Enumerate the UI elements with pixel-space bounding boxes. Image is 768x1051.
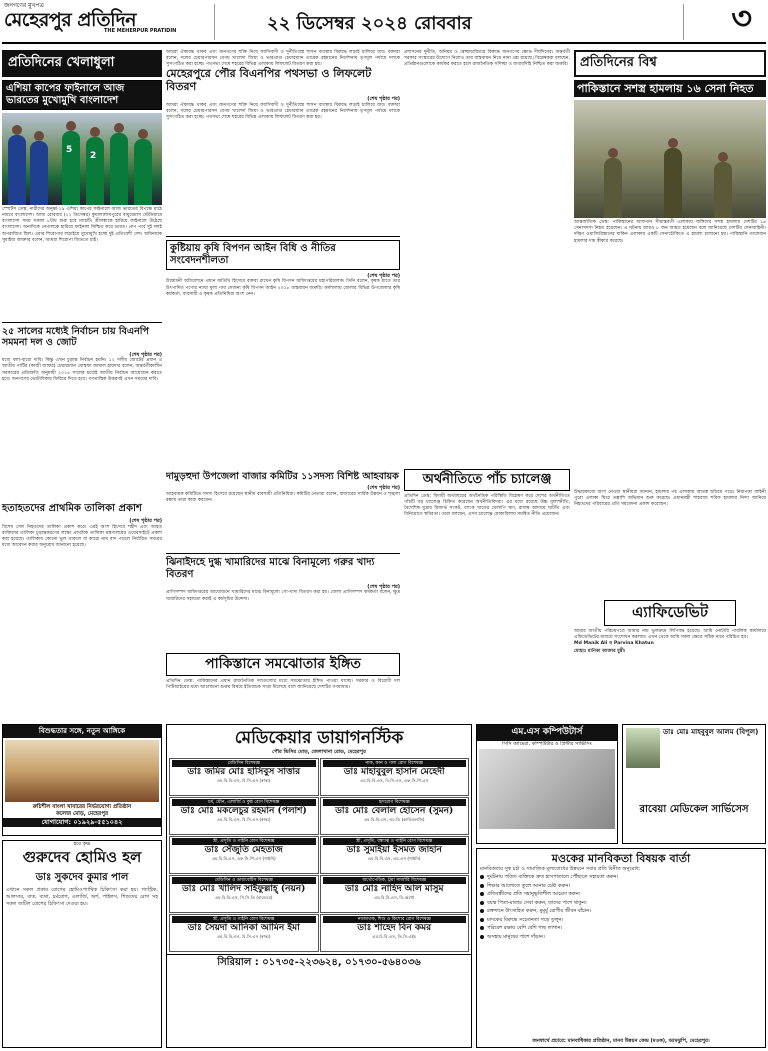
newspaper-english-name: THE MEHERPUR PRATIDIN <box>104 27 177 34</box>
medical-doctor-name: ডাঃ মোঃ মাহবুবুল আলম (বিপুল) <box>663 728 759 736</box>
agri-marketing-body: উদ্বোধনী অধিবেশনে প্রধান অতিথি হিসেবে বক্তব্য রাখেন কৃষি বিপণন অধিদপ্তরের মহাপরিচালক। তিনি বলেন, কৃষক যাতে তার উৎপাদিত পণ্যের ন্যায্য মূল্য পায় সেজন্য কৃষি বিপণন আইন ২০১৮ বাস্তবায়ন জরুরি। কর্মশালায় জেলার বিভিন্ন উপজেলার কৃষি কর্মকর্তা, ব্যবসায়ী ও কৃষক প্রতিনিধিরা অংশ নেন। <box>166 279 400 297</box>
newspaper-name: মেহেরপুর প্রতিদিন <box>4 8 136 31</box>
affidavit-signature: মোছাঃ মানিকা আক্তার মুন্নী। <box>574 649 626 655</box>
bullet-icon <box>480 926 484 930</box>
doctor-name: ডাঃ সেঁজুতি মেহতাজ <box>204 845 283 856</box>
player-figure <box>134 139 152 205</box>
cricket-team-photo <box>2 113 162 205</box>
doctor-degree: এম.বি.বি.এস, বি.সি.এস (স্বাস্থ্য) <box>216 934 271 940</box>
dairy-feed-headline[interactable]: ঝিনাইদহে দুগ্ধ খামারিদের মাঝে বিনামূল্যে গরুর খাদ্য বিতরণ <box>166 556 375 580</box>
doctor-name: ডাঃ সুমাইয়া ইসমত জাহান <box>346 845 442 856</box>
homeo-ad[interactable] <box>2 840 162 1048</box>
humanity-footer: জনস্বার্থে প্রচারে: মানবাধিকার প্রতিষ্ঠান, মানব উন্নয়ন কেন্দ্র (মওক), আমঝুপি, মেহেরপুর। <box>532 1037 710 1044</box>
col2-lead-text: আমরা ঐক্যবদ্ধ থাকব এবং জনগণের শক্তি নিয়ে ফ্যাসিবাদী ও দুর্নীতিগ্রস্ত শাসন ব্যবস্থার বিরুদ্ধে লড়াই চালিয়ে যাব। বক্তারা বলেন, দলের চেয়ারপারসন বেগম খালেদা জিয়া ও ভারপ্রাপ্ত চেয়ারম্যান তারেক রহমানের নির্দেশনায় তৃণমূল পর্যায়ে দলকে সুসংগঠিত করা হচ্ছে। পথসভা শেষে শহরের বিভিন্ন এলাকায় লিফলেট বিতরণ করা হয়। <box>166 50 400 68</box>
doctor-card[interactable] <box>169 797 319 835</box>
pakistan-compromise-headline[interactable]: পাকিস্তানে সমঝোতার ইঙ্গিত <box>166 653 400 676</box>
doctor-name: ডাঃ মাহাবুবুল হাসান মেহেদী <box>343 767 445 778</box>
list-item-text: দুর্ঘটনায় পতিত ব্যক্তিকে দ্রুত হাসপাতালে পৌঁছাতে সহায়তা করুন। <box>487 874 619 881</box>
list-item-text: পরিবেশ রক্ষায় বেশি বেশি গাছ লাগান। <box>487 925 563 932</box>
sports-column <box>2 50 162 540</box>
computers-photo <box>479 749 615 829</box>
pakistan-attack-headline[interactable]: পাকিস্তানে সশস্ত্র হামলায় ১৬ সেনা নিহত <box>574 80 766 97</box>
doctor-degree: এম.বি.বি.এস, সি.সি.ডি (বারডেম) <box>214 895 273 901</box>
diagnostic-address: পৌর ভিসির মোড়, জেলাখানা রোড, মেহেরপুর <box>272 749 366 756</box>
doctor-specialty: হৃদরোগ বিশেষজ্ঞ <box>323 799 467 807</box>
list-item-text: রক্তদানে উৎসাহিত করুন, মুমূর্ষু রোগীর জীবন বাঁচান। <box>487 908 592 915</box>
casualty-list-body: বিশেষ সেল নিহতদের তালিকা প্রকাশ করে। এরই অংশ হিসেবে শহীদ এবং আহত ব্যক্তিদের তালিকা চূড়ান্তকরণের লক্ষ্যে প্রাথমিক তালিকা মন্ত্রণালয়ের ওয়েবসাইটে প্রকাশ করা হয়েছে। তালিকায় কোনো ভুল থাকলে বা কারো নাম বাদ পড়লে নির্ধারিত সময়ের মধ্যে আবেদন করার অনুরোধ জানানো হয়েছে। <box>2 524 162 549</box>
doctor-degree: এম.বি.বি.এস, বি.সি.এস, এফ.সি.পি.এস <box>360 778 429 784</box>
bullet-icon <box>480 909 484 913</box>
bullet-icon <box>480 901 484 905</box>
list-item-text: প্রতিবন্ধীদের প্রতি সহানুভূতিশীল আচরণ করুন। <box>487 891 581 898</box>
bnp-rally-headline[interactable]: মেহেরপুরে পৌর বিএনপির পথসভা ও লিফলেট বিতরণ <box>166 67 372 94</box>
doctor-name: ডাঃ মোঃ মকলেচুর রহমান (পলাশ) <box>180 806 307 817</box>
world-column <box>574 50 766 480</box>
doctor-card[interactable] <box>320 875 470 913</box>
doctor-specialty: স্ত্রী, প্রসূতি ও গাইনি রোগ বিশেষজ্ঞ <box>172 838 316 846</box>
doctor-specialty: মেডিসিন বিশেষজ্ঞ <box>172 760 316 768</box>
doctor-card[interactable] <box>320 914 470 952</box>
world-section-title: প্রতিদিনের বিশ্ব <box>574 50 766 77</box>
pakistan-soldiers-photo <box>574 100 766 218</box>
world-lower <box>574 490 766 655</box>
doctor-degree: এম.বি.বি.এস, বি.সি.এস (স্বাস্থ্য) <box>216 817 271 823</box>
doctor-degree: এম.বি.বি.এস, ডি.সি.এইচ <box>372 934 417 940</box>
player-figure <box>62 131 80 205</box>
diagnostic-title: মেডিকেয়ার ডায়াগনস্টিক <box>234 728 404 748</box>
masthead-tagline: জনগণের মুখপত্র <box>4 2 44 9</box>
doctor-name: ডাঃ শাহেদ বিন কমর <box>357 923 432 934</box>
issue-date: ২২ ডিসেম্বর ২০২৪ রোববার <box>267 13 472 34</box>
doctor-name: ডাঃ মোঃ খালিদ সাইফুল্লাহ্ (নয়ন) <box>182 884 306 895</box>
pakistan-attack-body: আন্তর্জাতিক ডেস্ক: পাকিস্তানের আফগান সীমান্তবর্তী এলাকায় জঙ্গিদের সশস্ত্র হামলায় দেশটির ১৬ সেনাসদস্য নিহত হয়েছেন। এ ঘটনায় আরও ৮ জন আহত হয়েছেন বলে জানিয়েছে দেশটির সেনাবাহিনী। দক্ষিণ ওয়াজিরিস্তানের মাকিন এলাকায় একটি সেনাচৌকিতে এ হামলা চালানো হয়। পাকিস্তানি তালেবান হামলার দায় স্বীকার করেছে। <box>574 220 766 244</box>
list-item <box>480 916 762 925</box>
economy-headline[interactable]: অর্থনীতিতে পাঁচ চ্যালেঞ্জ <box>404 469 570 491</box>
homeo-name: গুরুদেব হোমিও হল <box>22 847 142 866</box>
center-lower-stories <box>166 468 400 723</box>
medical-service-name: রাবেয়া মেডিকেল সার্ভিসেস <box>639 804 749 815</box>
lower-left-stories <box>2 500 162 665</box>
doctor-degree: এম.বি.বি.এস, এম.ডি (কার্ডিওলজি) <box>364 817 425 823</box>
soldier-figure <box>714 162 732 218</box>
restaurant-photo <box>5 740 159 802</box>
list-item <box>480 907 762 916</box>
doctor-card[interactable] <box>320 758 470 796</box>
doctor-specialty: অর্থোপেডিক, ট্রমা সার্জারি বিশেষজ্ঞ <box>323 877 467 885</box>
divider <box>2 322 162 323</box>
list-item-text: অসহায় মানুষের পাশে দাঁড়ান। <box>487 933 545 940</box>
list-item-text: শিক্ষার আলোতে তুলে আনার চেষ্টা করুন। <box>487 882 571 889</box>
bullet-icon <box>480 884 484 888</box>
list-item <box>480 924 762 933</box>
divider <box>166 236 400 237</box>
bnp-rally-body: আমরা ঐক্যবদ্ধ থাকব এবং জনগণের শক্তি নিয়ে ফ্যাসিবাদী ও দুর্নীতিগ্রস্ত শাসন ব্যবস্থার বিরুদ্ধে লড়াই চালিয়ে যাব। বক্তারা বলেন, দলের চেয়ারপারসন বেগম খালেদা জিয়া ও ভারপ্রাপ্ত চেয়ারম্যান তারেক রহমানের নির্দেশনায় তৃণমূল পর্যায়ে দলকে সুসংগঠিত করা হচ্ছে। পথসভা শেষে শহরের বিভিন্ন এলাকায় লিফলেট বিতরণ করা হয়। <box>166 102 400 121</box>
sports-main-headline[interactable]: এশিয়া কাপের ফাইনালে আজ ভারতের মুখোমুখি বাংলাদেশ <box>2 80 162 110</box>
restaurant-ad[interactable] <box>2 724 162 836</box>
pakistan-compromise-body: প্রতিদিন ডেস্ক: পাকিস্তানের প্রধান রাজনৈতিক দলগুলোর মধ্যে সমঝোতার ইঙ্গিত পাওয়া যাচ্ছে। সরকার ও বিরোধী দল পিটিআইয়ের মধ্যে আলোচনা শুরুর বিষয়ে ইতিবাচক সাড়া মিলেছে বলে জানিয়েছে দেশটির গণমাধ্যম। <box>166 679 400 691</box>
soldier-figure <box>604 158 622 218</box>
page-number: ৩ <box>731 0 752 37</box>
restaurant-address: কলেজ মোড়, মেহেরপুর <box>56 811 108 818</box>
list-item <box>480 933 762 942</box>
homeo-tag: হরে কৃষ্ণ <box>73 841 91 847</box>
doctor-card[interactable] <box>320 836 470 874</box>
player-figure <box>110 133 128 205</box>
divider <box>166 553 400 554</box>
bullet-icon <box>480 918 484 922</box>
bullet-icon <box>480 875 484 879</box>
sports-section-title: প্রতিদিনের খেলাধুলা <box>2 50 162 77</box>
affidavit-body: আমার জাতীয় পরিচয়পত্রে আমার নাম ভুলক্রমে লিপিবদ্ধ হয়েছে। আমি নোটারি পাবলিক কার্যালয়ে এফিডেভিটের মাধ্যমে সংশোধন করলাম। এখন থেকে আমি সকল ক্ষেত্রে সঠিক নামে পরিচিত হব। <box>574 628 766 640</box>
player-figure <box>86 137 104 205</box>
player-figure <box>30 141 48 205</box>
restaurant-desc: রুচিশীল বাংলা খাবারের নির্ভরযোগ্য প্রতিষ্ঠান <box>32 804 132 811</box>
continued-byline: (শেষ পৃষ্ঠার পর) <box>367 485 400 492</box>
homeo-doctor: ডাঃ সুকদেব কুমার পাল <box>35 872 129 883</box>
doctor-name: ডাঃ মোঃ নাহিদ আল মাসুম <box>345 884 444 895</box>
doctor-name: ডাঃ মোঃ বেলাল হোসেন (সুমন) <box>335 806 454 817</box>
economy-body: প্রতিদিন ডেস্ক: বিদায়ী অর্থবছরের অর্থনৈতিক পরিস্থিতি বিশ্লেষণ করে দেশের অর্থনীতিতে পাঁচটি বড় চ্যালেঞ্জ চিহ্নিত করেছেন অর্থনীতিবিদরা। এর মধ্যে রয়েছে উচ্চ মূল্যস্ফীতি, বৈদেশিক মুদ্রার রিজার্ভ সংকট, ব্যাংক খাতের খেলাপি ঋণ, রাজস্ব আদায়ে ঘাটতি এবং বিনিয়োগে স্থবিরতা। তারা বলছেন, এসব চ্যালেঞ্জ মোকাবিলায় সমন্বিত নীতি প্রয়োজন। <box>404 493 570 518</box>
doctor-card[interactable] <box>320 797 470 835</box>
agri-marketing-headline[interactable]: কুষ্টিয়ায় কৃষি বিপণন আইন বিধি ও নীতির সংবেদনশীলতা <box>166 240 400 270</box>
jersey-number: 5 <box>66 144 73 155</box>
list-item <box>480 899 762 908</box>
doctor-degree: এম.বি.বি.এস, ডি.অর্থো <box>374 895 415 901</box>
doctor-specialty: চর্ম, যৌন, এলার্জি ও কুষ্ঠ রোগ বিশেষজ্ঞ <box>172 799 316 807</box>
center-column <box>166 50 400 437</box>
col3-top-text: প্রশাসনের দুর্নীতি, অনিয়ম ও স্বেচ্ছাচারিতার বিরুদ্ধে জনগণের ক্ষোভ দীর্ঘদিনের। অন্তর্বর্তী সরকার সংস্কারের উদ্যোগ নিলেও তার বাস্তবায়ন নিয়ে নানা প্রশ্ন রয়েছে। বিশ্লেষকরা বলছেন, প্রতিষ্ঠানগুলোকে কার্যকর করতে হলে রাজনৈতিক সদিচ্ছা ও জবাবদিহি নিশ্চিত করা জরুরি। <box>404 50 570 68</box>
doctor-degree: এম.বি.বি.এস, এফ.সি.পি.এস (গাইনি) <box>211 856 276 862</box>
bullet-icon <box>480 892 484 896</box>
bnp-election-headline[interactable]: ২৫ সালের মধ্যেই নির্বাচন চায় বিএনপি সমমনা দল ও জোট <box>2 325 149 349</box>
doctor-specialty: স্ত্রী, প্রসূতি ও গাইনি রোগ বিশেষজ্ঞ <box>172 916 316 924</box>
col3-column <box>404 50 570 462</box>
doctor-specialty: নবজাতক, শিশু ও কিশোর রোগ বিশেষজ্ঞ <box>323 916 467 924</box>
computers-subtitle: সিসি ক্যামেরা, কম্পিউটার ও প্রিন্টার সার্ভিসিং <box>502 740 592 747</box>
doctor-degree: এম.বি.বি.এস, এম.এস (গাইনি) <box>368 856 421 862</box>
list-item-text: বয়স্ক পিতা-মাতার সেবা করুন, তাদের পাশে থাকুন। <box>487 899 587 906</box>
market-committee-body: আহবায়ক কমিটিতে সদস্য হিসেবে রয়েছেন স্থানীয় ব্যবসায়ী প্রতিনিধিরা। কমিটির নেতারা বলেন, বাজারের সার্বিক উন্নয়ন ও শৃঙ্খলা রক্ষায় তারা কাজ করবেন। <box>166 491 400 504</box>
pakistan-attack-continued: উদ্ধারকাজে অংশ নেওয়া স্থানীয়রা জানান, হামলার পর এলাকায় আতঙ্ক ছড়িয়ে পড়ে। নিরাপত্তা বাহিনী পুরো এলাকা ঘিরে তল্লাশি অভিযান শুরু করেছে। প্রধানমন্ত্রী শাহবাজ শরিফ হামলার নিন্দা জানিয়ে নিহতদের পরিবারের প্রতি সমবেদনা প্রকাশ করেছেন। <box>574 490 766 508</box>
list-item <box>480 882 762 891</box>
market-committee-headline[interactable]: দামুড়হুদা উপজেলা বাজার কমিটির ১১সদস্য বিশিষ্ট আহবায়ক <box>166 471 399 482</box>
doctor-specialty: নাক, কান ও গলা রোগ বিশেষজ্ঞ <box>323 760 467 768</box>
humanity-ad[interactable] <box>476 848 766 1048</box>
doctor-list <box>167 756 471 954</box>
restaurant-ad-title: বিশুদ্ধতার সঙ্গে, নতুন আঙ্গিকে <box>3 725 161 738</box>
doctor-card[interactable] <box>169 836 319 874</box>
bullet-icon <box>480 935 484 939</box>
affidavit-names: Md Manik Ali ও Parvina Khatun <box>574 640 654 646</box>
bnp-election-body: মধ্যে বলা-বারো দাবি। কিন্তু এখন চুড়ান্ত নির্বাচন হয়নি। ১২ দলীয় জোটের প্রধান ও জাতীয় পার্টির (কাজী জাফর) চেয়ারম্যান মোস্তফা জামাল হায়দার বলেন, অন্তর্বর্তীকালীন সরকারের প্রতিশ্রুতি অনুযায়ী ২০২৫ সালের মধ্যেই জাতীয় নির্বাচন আয়োজন করতে হবে। জনগণের ভোটাধিকার ফিরিয়ে দিতে হবে। গণতান্ত্রিক উত্তরণই এখন সময়ের দাবি। <box>2 358 162 382</box>
doctor-specialty: মেডিসিন ও ডায়াবেটিস বিশেষজ্ঞ <box>172 877 316 885</box>
doctor-card[interactable] <box>169 875 319 913</box>
humanity-intro: মানবিকতার সুস্থ চর্চা ও সামাজিক মূল্যবোধের উন্নয়নে সবার প্রতি বিনীত অনুরোধ: <box>480 866 641 873</box>
casualty-list-headline[interactable]: হতাহতদের প্রাথমিক তালিকা প্রকাশ <box>2 503 142 514</box>
affidavit-title[interactable]: এ্যাফিডেভিট <box>604 600 736 626</box>
continued-byline: (শেষ পৃষ্ঠার পর) <box>367 272 400 279</box>
doctor-specialty: স্ত্রী, প্রসূতি, বন্ধ্যাত্ব ও গাইনি রোগ বিশেষজ্ঞ <box>323 838 467 846</box>
continued-byline: (শেষ পৃষ্ঠার পর) <box>367 583 400 590</box>
jersey-number: 2 <box>90 150 97 161</box>
list-item <box>480 873 762 882</box>
continued-byline: (শেষ পৃষ্ঠার পর) <box>367 96 400 103</box>
humanity-title: মওকের মানবিকতা বিষয়ক বার্তা <box>551 852 691 865</box>
doctor-avatar <box>626 728 660 768</box>
homeo-body: এখানে সকল প্রকার রোগের হোমিওপ্যাথিক চিকিৎসা করা হয়। গ্যাস্ট্রিক, আলসার, বাত, ব্যথা, চর্মরোগ, এলার্জি, অর্শ, পাইলস, শিশুদের রোগ সহ সকল জটিল রোগের চিকিৎসা দেওয়া হয়। <box>6 887 158 907</box>
continued-byline: (শেষ পৃষ্ঠার পর) <box>129 351 162 358</box>
doctor-name: ডাঃ সৈয়দা আনিকা আমিন ইমা <box>187 923 300 934</box>
doctor-card[interactable] <box>169 914 319 952</box>
computers-ad[interactable] <box>476 724 618 844</box>
restaurant-phone[interactable]: যোগাযোগ: ০১৯২৯-৫৫১০৪২ <box>3 818 161 826</box>
player-figure <box>8 135 26 205</box>
medical-ad[interactable] <box>622 724 766 844</box>
soldier-figure <box>664 148 682 218</box>
list-item <box>480 890 762 899</box>
masthead <box>2 2 766 44</box>
continued-byline: (শেষ পৃষ্ঠার পর) <box>129 518 162 524</box>
diagnostic-serial[interactable]: সিরিয়াল : ০১৭৩৫-২২৩৬২৪, ০১৭৩০-৫৬৪০৩৬ <box>167 954 471 969</box>
doctor-card[interactable] <box>169 758 319 796</box>
doctor-degree: এম.বি.বি.এস, বি.সি.এস (স্বাস্থ্য) <box>216 778 271 784</box>
computers-title: এম.এস কম্পিউটার্স <box>477 725 617 741</box>
diagnostic-ad[interactable] <box>166 724 472 1048</box>
list-item-text: মাদকের বিরুদ্ধে সচেতনতা গড়ে তুলুন। <box>487 916 564 923</box>
doctor-name: ডাঃ জমির মোঃ হাসিবুস সাত্তার <box>187 767 301 778</box>
dairy-feed-body: প্রাণিসম্পদ অধিদপ্তরের আয়োজনে খামারিদের মাঝে বিনামূল্যে গো-খাদ্য বিতরণ করা হয়। জেলা প্রাণিসম্পদ কর্মকর্তা বলেন, ক্ষুদ্র খামারিদের সহায়তা করাই এ কর্মসূচির উদ্দেশ্য। <box>166 590 400 602</box>
masthead-logo[interactable] <box>4 2 214 42</box>
humanity-list <box>480 873 762 941</box>
economy-story <box>404 466 570 716</box>
sports-article-body: স্পোর্টস ডেস্ক: নারীদের অনূর্ধ্ব-১৯ এশিয়া কাপের ফাইনালে আজ ভারতের বিপক্ষে মাঠে নামবে বাংলাদেশ। আজ রোববার (২২ ডিসেম্বর) কুয়ালালামপুরের বায়ুয়েমাস স্টেডিয়ামে বাংলাদেশ সময় সকাল ৮টায় শুরু হবে ম্যাচটি। শ্রীলঙ্কাকে হারিয়ে ফাইনালে উঠেছে বাংলাদেশ। অন্যদিকে নেপালকে হারিয়ে ফাইনাল নিশ্চিত করে ভারত। গ্রুপ পর্বে দুই দলই অপরাজিত ছিল। এবার শিরোপার লড়াইয়ে মুখোমুখি হচ্ছে দুই প্রতিবেশী দেশ। অধিনায়ক সুমাইয়া আক্তার বলেন, আমরা শিরোপা জিততে চাই। <box>2 206 162 243</box>
